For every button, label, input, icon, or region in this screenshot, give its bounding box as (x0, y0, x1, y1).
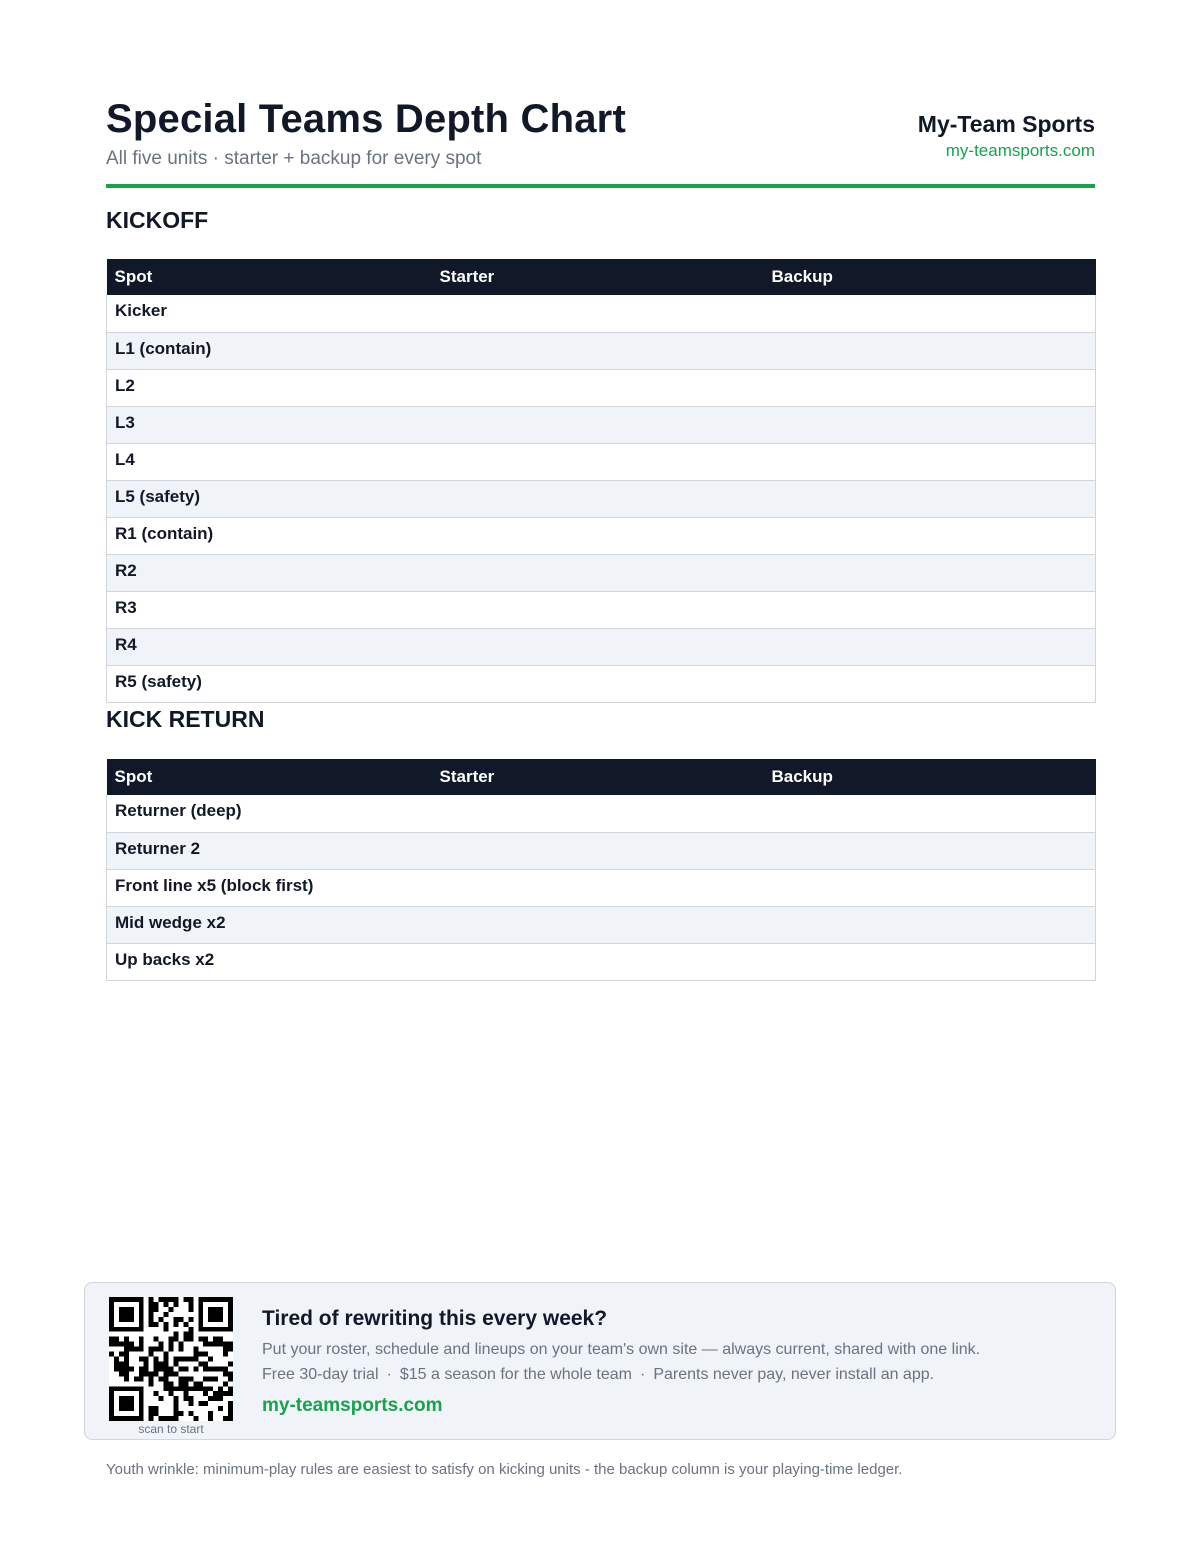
backup-cell[interactable] (764, 554, 1096, 591)
starter-cell[interactable] (432, 295, 764, 332)
table-row (107, 406, 1096, 443)
spot-cell: Mid wedge x2 (107, 906, 432, 943)
starter-cell[interactable] (432, 332, 764, 369)
kickoff-table (106, 259, 1096, 703)
table-row (107, 906, 1096, 943)
spot-cell: L5 (safety) (107, 480, 432, 517)
spot-cell: L2 (107, 369, 432, 406)
table-row (107, 628, 1096, 665)
feature-trial: Free 30-day trial (262, 1366, 379, 1383)
qr-code-icon[interactable] (109, 1297, 233, 1421)
starter-cell[interactable] (432, 480, 764, 517)
table-row (107, 332, 1096, 369)
table-row (107, 869, 1096, 906)
section-title-kickoff: KICKOFF (106, 207, 209, 233)
backup-cell[interactable] (764, 665, 1096, 702)
page-subtitle: All five units · starter + backup for every spot (106, 148, 482, 169)
table-row (107, 591, 1096, 628)
table-row (107, 443, 1096, 480)
promo-description: Put your roster, schedule and lineups on your team's own site — always current, shared with one link. (262, 1341, 981, 1358)
column-header-spot: Spot (107, 259, 432, 295)
backup-cell[interactable] (764, 906, 1096, 943)
footnote: Youth wrinkle: minimum-play rules are easiest to satisfy on kicking units - the backup column is your playing-time ledger. (106, 1461, 903, 1478)
starter-cell[interactable] (432, 443, 764, 480)
starter-cell[interactable] (432, 795, 764, 832)
table-row (107, 832, 1096, 869)
starter-cell[interactable] (432, 665, 764, 702)
promo-link[interactable]: my-teamsports.com (262, 1395, 443, 1416)
backup-cell[interactable] (764, 295, 1096, 332)
backup-cell[interactable] (764, 795, 1096, 832)
spot-cell: L4 (107, 443, 432, 480)
page-header (106, 97, 1095, 188)
column-header-backup: Backup (764, 259, 1096, 295)
spot-cell: R2 (107, 554, 432, 591)
backup-cell[interactable] (764, 832, 1096, 869)
backup-cell[interactable] (764, 406, 1096, 443)
table-row (107, 795, 1096, 832)
spot-cell: R4 (107, 628, 432, 665)
qr-caption: scan to start (138, 1422, 204, 1436)
column-header-backup: Backup (764, 759, 1096, 795)
backup-cell[interactable] (764, 869, 1096, 906)
backup-cell[interactable] (764, 369, 1096, 406)
backup-cell[interactable] (764, 443, 1096, 480)
column-header-spot: Spot (107, 759, 432, 795)
backup-cell[interactable] (764, 591, 1096, 628)
starter-cell[interactable] (432, 406, 764, 443)
starter-cell[interactable] (432, 369, 764, 406)
table-header-row (107, 259, 1096, 295)
table-row (107, 369, 1096, 406)
starter-cell[interactable] (432, 832, 764, 869)
backup-cell[interactable] (764, 332, 1096, 369)
backup-cell[interactable] (764, 480, 1096, 517)
separator: · (386, 1366, 392, 1383)
spot-cell: Kicker (107, 295, 432, 332)
promo-title: Tired of rewriting this every week? (262, 1307, 608, 1330)
starter-cell[interactable] (432, 517, 764, 554)
spot-cell: R1 (contain) (107, 517, 432, 554)
table-row (107, 517, 1096, 554)
table-row (107, 480, 1096, 517)
spot-cell: Up backs x2 (107, 943, 432, 980)
backup-cell[interactable] (764, 943, 1096, 980)
backup-cell[interactable] (764, 517, 1096, 554)
spot-cell: L1 (contain) (107, 332, 432, 369)
spot-cell: L3 (107, 406, 432, 443)
section-title-kick-return: KICK RETURN (106, 706, 265, 732)
starter-cell[interactable] (432, 906, 764, 943)
backup-cell[interactable] (764, 628, 1096, 665)
table-row (107, 943, 1096, 980)
column-header-starter: Starter (432, 759, 764, 795)
table-row (107, 554, 1096, 591)
spot-cell: Front line x5 (block first) (107, 869, 432, 906)
promo-features (262, 1366, 934, 1384)
table-row (107, 665, 1096, 702)
feature-price: $15 a season for the whole team (399, 1366, 632, 1383)
starter-cell[interactable] (432, 869, 764, 906)
page-title: Special Teams Depth Chart (106, 97, 626, 141)
spot-cell: Returner (deep) (107, 795, 432, 832)
column-header-starter: Starter (432, 259, 764, 295)
starter-cell[interactable] (432, 591, 764, 628)
spot-cell: R3 (107, 591, 432, 628)
brand-name: My-Team Sports (917, 111, 1095, 137)
table-header-row (107, 759, 1096, 795)
starter-cell[interactable] (432, 554, 764, 591)
promo-banner (84, 1282, 1116, 1440)
kick-return-table-body (107, 795, 1096, 980)
kickoff-table-body (107, 295, 1096, 702)
separator: · (639, 1366, 646, 1383)
starter-cell[interactable] (432, 943, 764, 980)
starter-cell[interactable] (432, 628, 764, 665)
kick-return-table (106, 759, 1096, 981)
table-row (107, 295, 1096, 332)
spot-cell: Returner 2 (107, 832, 432, 869)
spot-cell: R5 (safety) (107, 665, 432, 702)
brand-link[interactable]: my-teamsports.com (945, 141, 1095, 160)
feature-parents: Parents never pay, never install an app. (653, 1366, 935, 1383)
